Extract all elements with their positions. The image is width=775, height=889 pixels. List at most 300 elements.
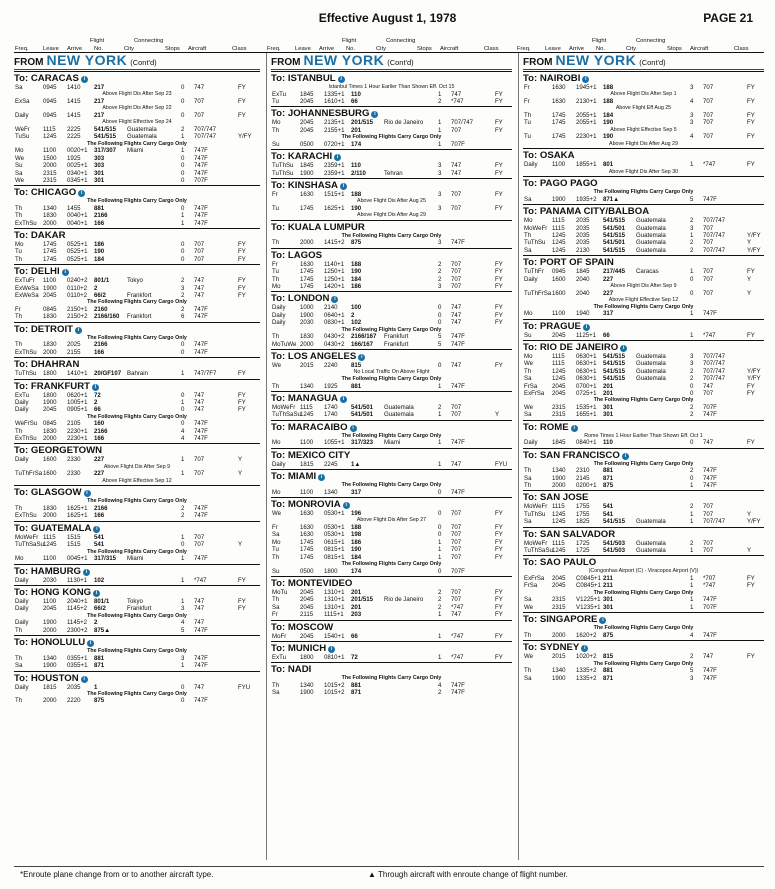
leave: 2115 bbox=[300, 611, 314, 619]
leave: 1800 bbox=[43, 391, 57, 399]
col-header-stops: Stops bbox=[165, 46, 180, 52]
freq: MoTu bbox=[272, 589, 288, 597]
flight-note: Above Flight Dis After Sep 9 bbox=[610, 283, 677, 290]
flight-row bbox=[271, 141, 512, 148]
flight-no: 217 bbox=[94, 111, 105, 119]
flight-no: 190 bbox=[94, 248, 105, 256]
destination-block bbox=[14, 379, 260, 443]
connect-city: Miami bbox=[127, 555, 144, 563]
stops: 0 bbox=[438, 531, 442, 539]
info-icon: i bbox=[599, 617, 606, 624]
arrive: 2225 bbox=[67, 125, 81, 133]
freq: ExWeSa bbox=[15, 292, 39, 299]
destination-name: To: LOS ANGELES bbox=[271, 350, 357, 362]
stops: 2 bbox=[181, 505, 185, 513]
destination-heading bbox=[14, 564, 260, 577]
stops: 1 bbox=[438, 546, 442, 554]
arrive: 2130 bbox=[576, 246, 590, 254]
arrive: 2240 bbox=[324, 361, 338, 369]
flight-row bbox=[523, 404, 764, 411]
flight-row bbox=[523, 368, 764, 375]
arrive: 0020+1 bbox=[67, 147, 88, 155]
stops: 0 bbox=[438, 510, 442, 518]
arrive: 1310+1 bbox=[324, 603, 345, 611]
stops: 0 bbox=[181, 391, 185, 399]
flight-no: 201 bbox=[351, 603, 362, 611]
arrive: 0530+1 bbox=[324, 510, 345, 518]
connect-city: Guatemala bbox=[384, 403, 414, 411]
flight-no: 875 bbox=[603, 631, 614, 639]
aircraft: 707 bbox=[703, 133, 714, 141]
flight-row bbox=[14, 470, 260, 477]
destination-heading bbox=[271, 497, 512, 510]
destination-heading bbox=[523, 612, 764, 625]
stops: 1 bbox=[181, 370, 185, 378]
flight-note: Above Flight Effective Sep 12 bbox=[102, 477, 172, 484]
destination-heading bbox=[271, 576, 512, 589]
freq: MoWeFr bbox=[524, 503, 548, 511]
flight-note: Above Flight Dis After Sep 9 bbox=[103, 463, 171, 470]
flight-no: 188 bbox=[351, 260, 362, 268]
class: Y bbox=[747, 289, 752, 297]
stops: 0 bbox=[438, 567, 442, 575]
flight-no: 66 bbox=[351, 632, 358, 640]
freq: Th bbox=[524, 631, 532, 639]
aircraft: 707 bbox=[194, 533, 205, 541]
leave: 1245 bbox=[552, 510, 566, 518]
leave: 1830 bbox=[43, 427, 57, 435]
destination-heading bbox=[523, 148, 764, 161]
leave: 1340 bbox=[43, 654, 57, 662]
flight-row bbox=[523, 675, 764, 682]
cargo-only-note: The Following Flights Carry Cargo Only bbox=[341, 375, 442, 382]
destination-heading bbox=[271, 662, 512, 675]
aircraft: 707 bbox=[451, 126, 462, 134]
flight-no: 881 bbox=[94, 654, 105, 662]
flight-row bbox=[271, 341, 512, 348]
flight-no: 815 bbox=[603, 653, 614, 661]
flight-row bbox=[14, 420, 260, 427]
freq: Th bbox=[272, 126, 280, 134]
aircraft: 747F bbox=[194, 555, 208, 563]
connect-city: Tokyo bbox=[127, 597, 143, 605]
arrive: 0525+1 bbox=[67, 241, 88, 249]
freq: Daily bbox=[15, 683, 29, 691]
destination-name: To: PRAGUE bbox=[523, 320, 581, 332]
flight-no: 541/515 bbox=[603, 518, 626, 526]
cargo-only-note: The Following Flights Carry Cargo Only bbox=[341, 561, 442, 568]
aircraft: 707 bbox=[703, 547, 714, 555]
stops: 1 bbox=[438, 538, 442, 546]
freq: FrSa bbox=[524, 582, 538, 590]
aircraft: 747F bbox=[451, 239, 465, 247]
flight-row bbox=[14, 248, 260, 255]
class: FY bbox=[747, 97, 755, 105]
destination-name: To: SAN FRANCISCO bbox=[523, 449, 620, 461]
leave: 2045 bbox=[552, 382, 566, 390]
aircraft: 747F bbox=[194, 505, 208, 513]
stops: 0 bbox=[181, 420, 185, 428]
class: FY bbox=[747, 268, 755, 276]
freq: TuThSu bbox=[15, 370, 37, 378]
freq: Daily bbox=[272, 460, 286, 468]
arrive: 2140 bbox=[324, 304, 338, 312]
class: FY bbox=[495, 546, 503, 554]
flight-row bbox=[14, 341, 260, 348]
class: FY bbox=[238, 398, 246, 406]
leave: 1845 bbox=[552, 439, 566, 447]
aircraft: 747F bbox=[194, 697, 208, 705]
connect-city: Guatemala bbox=[636, 217, 666, 225]
arrive: C0845+1 bbox=[576, 575, 601, 582]
class: Y bbox=[238, 456, 243, 464]
arrive: 1515 bbox=[67, 533, 81, 541]
class: FY bbox=[747, 111, 755, 119]
connect-city: Miami bbox=[127, 147, 144, 155]
freq: Th bbox=[524, 367, 532, 375]
aircraft: 707/747 bbox=[703, 246, 726, 254]
arrive: 0815+1 bbox=[324, 553, 345, 561]
arrive: 2040+1 bbox=[67, 597, 88, 605]
flight-no: 227 bbox=[94, 456, 105, 464]
class: FY bbox=[238, 84, 246, 91]
leave: 1900 bbox=[552, 674, 566, 682]
freq: Daily bbox=[15, 619, 29, 627]
leave: 1100 bbox=[43, 555, 57, 563]
leave: 2045 bbox=[552, 575, 566, 582]
continued-note: (Cont'd) bbox=[387, 58, 414, 67]
destination-heading bbox=[14, 521, 260, 534]
class: Y/FY bbox=[747, 246, 761, 254]
class: FY bbox=[495, 596, 503, 604]
aircraft: 707/747 bbox=[703, 360, 726, 368]
freq: Mo bbox=[272, 488, 281, 496]
destination-name: To: KARACHI bbox=[271, 151, 333, 163]
flight-no: 871 bbox=[603, 474, 614, 482]
flight-row bbox=[14, 162, 260, 169]
destination-name: To: PAGO PAGO bbox=[523, 178, 598, 190]
destination-name: To: KUALA LUMPUR bbox=[271, 221, 365, 233]
footnote-enroute-change: *Enroute plane change from or to another aircraft type. bbox=[20, 870, 214, 879]
flight-no: 66/2 bbox=[94, 292, 106, 299]
flight-note: Above Flight Effective Sep 5 bbox=[610, 126, 677, 133]
arrive: 0110+2 bbox=[67, 292, 88, 299]
info-icon: i bbox=[620, 345, 627, 352]
connect-city: Bahrain bbox=[127, 370, 149, 378]
freq: TuThSaSu bbox=[272, 411, 301, 419]
destination-heading bbox=[14, 71, 260, 84]
freq: Sa bbox=[272, 689, 280, 697]
stops: 0 bbox=[438, 488, 442, 496]
class: FY bbox=[495, 524, 503, 532]
aircraft: *747 bbox=[451, 653, 464, 661]
stops: 2 bbox=[438, 97, 442, 105]
flight-row bbox=[14, 392, 260, 399]
aircraft: 747F bbox=[703, 310, 717, 318]
freq: TuSu bbox=[15, 133, 30, 141]
aircraft: 707 bbox=[451, 411, 462, 419]
aircraft: 747F bbox=[703, 411, 717, 419]
class: Y bbox=[495, 411, 500, 419]
class: FY bbox=[495, 119, 503, 127]
leave: 0945 bbox=[43, 84, 57, 91]
stops: 2 bbox=[438, 275, 442, 283]
continued-note: (Cont'd) bbox=[639, 58, 666, 67]
arrive: 2035 bbox=[576, 239, 590, 247]
flight-row bbox=[523, 667, 764, 674]
stops: 1 bbox=[438, 140, 442, 148]
arrive: 0355+1 bbox=[67, 662, 88, 670]
cargo-only-note: The Following Flights Carry Cargo Only bbox=[593, 660, 694, 667]
flight-no: 66 bbox=[351, 97, 358, 105]
destination-name: To: MONTEVIDEO bbox=[271, 578, 353, 590]
destination-block bbox=[523, 255, 764, 317]
leave: 1900 bbox=[300, 311, 314, 319]
stops: 5 bbox=[438, 340, 442, 348]
leave: 1845 bbox=[300, 90, 314, 98]
stops: 2 bbox=[438, 260, 442, 268]
connect-city: Guatemala bbox=[636, 539, 666, 547]
aircraft: 707F bbox=[703, 403, 717, 411]
info-icon: i bbox=[358, 354, 365, 361]
destination-heading bbox=[14, 485, 260, 498]
destination-heading bbox=[523, 527, 764, 540]
flight-no: 541/515 bbox=[94, 125, 117, 133]
aircraft: 747 bbox=[703, 439, 714, 447]
aircraft: 747F bbox=[703, 467, 717, 475]
destination-heading bbox=[271, 349, 512, 362]
freq: TuThFr bbox=[524, 268, 544, 276]
flight-row bbox=[271, 596, 512, 603]
class: FY bbox=[747, 382, 755, 390]
aircraft: 707 bbox=[194, 456, 205, 464]
info-icon: i bbox=[84, 490, 91, 497]
stops: 1 bbox=[438, 90, 442, 98]
flight-row bbox=[14, 512, 260, 519]
leave: 2015 bbox=[552, 653, 566, 661]
freq: ExThSu bbox=[15, 348, 37, 356]
col-header-flight: Flight bbox=[342, 38, 357, 44]
connect-city: Miami bbox=[384, 439, 401, 447]
info-icon: i bbox=[75, 327, 82, 334]
arrive: 2359+1 bbox=[324, 162, 345, 170]
arrive: 0630+1 bbox=[576, 367, 597, 375]
aircraft: 747 bbox=[451, 169, 462, 177]
freq: Daily bbox=[524, 439, 538, 447]
stops: 2 bbox=[690, 539, 694, 547]
from-label: FROM bbox=[523, 57, 553, 68]
stops: 2 bbox=[690, 653, 694, 661]
connect-city: Guatemala bbox=[636, 547, 666, 555]
arrive: 2230+1 bbox=[67, 435, 88, 443]
aircraft: 707 bbox=[451, 524, 462, 532]
flight-no: 174 bbox=[351, 567, 362, 575]
freq: MoWeFr bbox=[272, 403, 296, 411]
freq: Sa bbox=[524, 474, 532, 482]
flight-row bbox=[14, 399, 260, 406]
aircraft: 747F bbox=[194, 420, 208, 428]
flight-row bbox=[523, 383, 764, 390]
destination-heading bbox=[523, 255, 764, 268]
flight-row bbox=[523, 276, 764, 283]
destination-block bbox=[523, 176, 764, 203]
destination-heading bbox=[271, 620, 512, 633]
cargo-only-note: The Following Flights Carry Cargo Only bbox=[593, 589, 694, 596]
stops: 1 bbox=[438, 460, 442, 468]
connect-city: Guatemala bbox=[636, 239, 666, 247]
connect-city: Frankfurt bbox=[384, 333, 409, 341]
arrive: 0810+1 bbox=[324, 653, 345, 661]
flight-no: 541/515 bbox=[603, 352, 626, 360]
arrive: 1925 bbox=[324, 382, 338, 390]
destination-name: To: HONOLULU bbox=[14, 637, 86, 649]
freq: Tu bbox=[272, 546, 279, 554]
aircraft: 747F bbox=[703, 596, 717, 604]
destination-block bbox=[271, 248, 512, 291]
stops: 3 bbox=[690, 352, 694, 360]
destination-name: To: MOSCOW bbox=[271, 621, 334, 633]
destination-block bbox=[523, 340, 764, 419]
flight-no: 110 bbox=[603, 439, 613, 447]
leave: 1745 bbox=[300, 538, 314, 546]
leave: 1115 bbox=[43, 125, 56, 133]
destination-block bbox=[14, 635, 260, 669]
flight-row bbox=[14, 697, 260, 704]
leave: 1630 bbox=[300, 531, 314, 539]
flight-no: 201/515 bbox=[351, 596, 374, 604]
connect-city: Guatemala bbox=[636, 352, 666, 360]
stops: 3 bbox=[438, 162, 442, 170]
aircraft: 747F bbox=[451, 488, 465, 496]
destination-block bbox=[523, 148, 764, 175]
aircraft: 747F bbox=[194, 169, 208, 177]
arrive: 1725 bbox=[576, 539, 590, 547]
stops: 4 bbox=[181, 435, 185, 443]
arrive: 2230+1 bbox=[67, 427, 88, 435]
stops: 0 bbox=[438, 524, 442, 532]
arrive: 2025 bbox=[67, 341, 81, 349]
stops: 0 bbox=[690, 389, 694, 397]
leave: 2030 bbox=[300, 319, 314, 327]
destination-heading bbox=[14, 585, 260, 598]
flight-note: Above Flight Dis After Sep 23 bbox=[102, 91, 172, 98]
flight-no: 881 bbox=[603, 467, 614, 475]
arrive: 1250+1 bbox=[324, 275, 345, 283]
stops: 5 bbox=[690, 195, 694, 203]
flight-row bbox=[523, 582, 764, 589]
stops: 1 bbox=[181, 576, 185, 584]
stops: 2 bbox=[181, 305, 185, 313]
freq: Mo bbox=[272, 119, 281, 127]
stops: 1 bbox=[181, 470, 185, 478]
flight-no: 188 bbox=[351, 524, 362, 532]
class: FY bbox=[747, 133, 755, 141]
flight-no: 66 bbox=[94, 406, 101, 414]
arrive: 1410 bbox=[67, 84, 81, 91]
class: FY bbox=[238, 241, 246, 249]
arrive: 2150+1 bbox=[67, 305, 88, 313]
freq: Th bbox=[15, 212, 23, 220]
cargo-only-note: The Following Flights Carry Cargo Only bbox=[87, 612, 187, 619]
flight-no: 541/501 bbox=[351, 403, 374, 411]
arrive: 0525+1 bbox=[67, 255, 88, 263]
freq: Sa bbox=[524, 246, 532, 254]
arrive: 1335+2 bbox=[576, 667, 597, 675]
aircraft: 707 bbox=[451, 510, 462, 518]
flight-no: 881 bbox=[351, 382, 362, 390]
leave: 1115 bbox=[552, 224, 565, 232]
freq: Fr bbox=[15, 305, 21, 313]
destination-name: To: LAGOS bbox=[271, 249, 322, 261]
info-icon: i bbox=[328, 646, 335, 653]
arrive: 1415 bbox=[67, 111, 81, 119]
freq: Sa bbox=[524, 411, 532, 419]
flight-no: 541 bbox=[603, 503, 614, 511]
leave: 1900 bbox=[552, 474, 566, 482]
destination-heading bbox=[271, 71, 512, 84]
class: FY bbox=[238, 255, 246, 263]
flight-no: 184 bbox=[94, 255, 105, 263]
aircraft: 707 bbox=[194, 97, 205, 105]
freq: Fr bbox=[272, 260, 278, 268]
flight-row bbox=[523, 133, 764, 140]
info-icon: i bbox=[338, 76, 345, 83]
aircraft: 707 bbox=[451, 275, 462, 283]
flight-no: 871 bbox=[94, 662, 105, 670]
flight-row bbox=[271, 283, 512, 290]
flight-row bbox=[14, 84, 260, 91]
flight-row bbox=[271, 461, 512, 468]
flight-no: 190 bbox=[351, 268, 362, 276]
aircraft: 707 bbox=[451, 260, 462, 268]
flight-row bbox=[271, 127, 512, 134]
arrive: 1515 bbox=[67, 541, 81, 549]
arrive: 0340+1 bbox=[67, 169, 88, 177]
leave: 1800 bbox=[300, 653, 314, 661]
cargo-only-note: The Following Flights Carry Cargo Only bbox=[593, 303, 694, 310]
freq: ExTuFr bbox=[15, 277, 35, 285]
flight-row bbox=[523, 411, 764, 418]
class: Y/FY bbox=[238, 133, 252, 141]
destination-block bbox=[271, 620, 512, 640]
cargo-only-note: The Following Flights Carry Cargo Only bbox=[341, 432, 442, 439]
arrive: 2135+1 bbox=[324, 119, 345, 127]
leave: 1745 bbox=[300, 275, 314, 283]
arrive: 2035 bbox=[67, 683, 81, 691]
arrive: 0905+1 bbox=[67, 406, 88, 414]
leave: 1900 bbox=[43, 662, 57, 670]
stops: 0 bbox=[438, 361, 442, 369]
freq: ExFrSa bbox=[524, 575, 545, 582]
arrive: 0840+1 bbox=[576, 439, 597, 447]
cargo-only-note: The Following Flights Carry Cargo Only bbox=[87, 299, 187, 306]
freq: Th bbox=[524, 667, 532, 675]
destination-block bbox=[523, 612, 764, 639]
leave: 1630 bbox=[552, 97, 566, 105]
destination-block bbox=[14, 671, 260, 705]
destination-block bbox=[271, 71, 512, 105]
aircraft: 747F bbox=[194, 348, 208, 356]
leave: 1745 bbox=[552, 119, 566, 127]
arrive: 1625+1 bbox=[324, 204, 345, 212]
class: FY bbox=[495, 260, 503, 268]
cargo-only-note: The Following Flights Carry Cargo Only bbox=[341, 232, 442, 239]
flight-no: 317/315 bbox=[94, 555, 117, 563]
arrive: 1655+1 bbox=[576, 411, 597, 419]
info-icon: i bbox=[581, 645, 588, 652]
freq: MoWeFr bbox=[15, 533, 39, 541]
freq: FrSa bbox=[524, 382, 538, 390]
